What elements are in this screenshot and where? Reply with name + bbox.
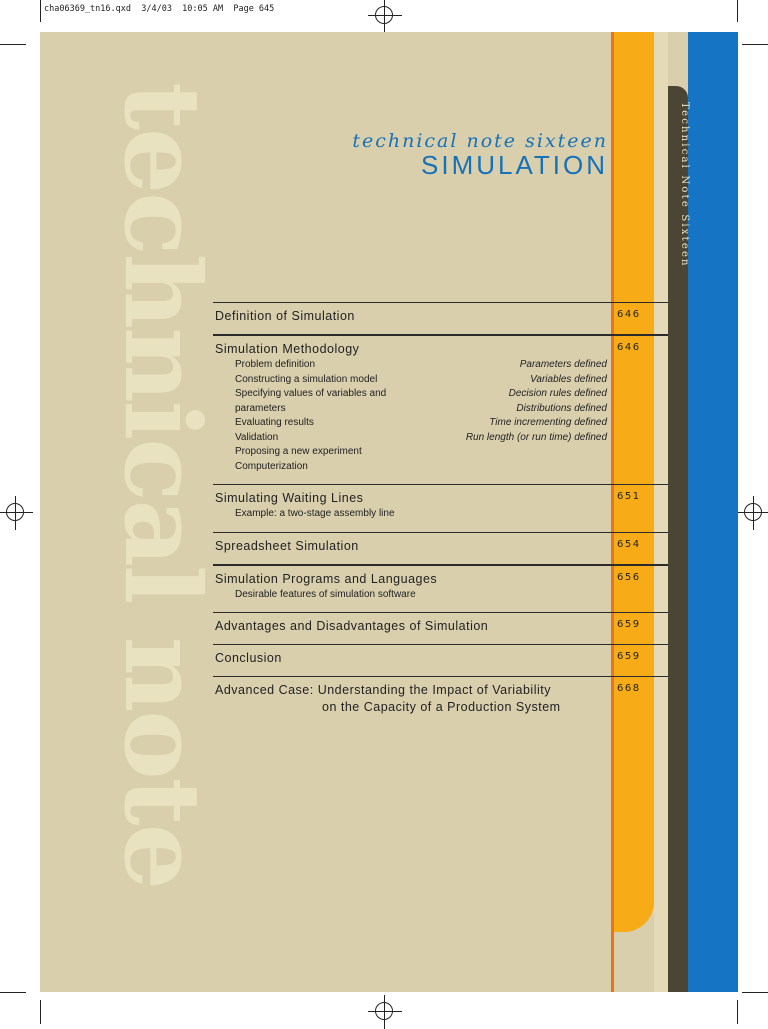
crop-mark (742, 44, 768, 45)
toc-entry-page: 646 (617, 309, 641, 320)
toc-entry[interactable] (213, 564, 668, 613)
blue-strip (688, 32, 738, 992)
toc-subitem: Example: a two-stage assembly line (235, 508, 395, 519)
toc-subitems (215, 358, 668, 474)
toc-subitem: Computerization (235, 460, 308, 472)
table-of-contents (213, 302, 668, 723)
toc-entry-page: 646 (617, 342, 641, 353)
crop-mark (40, 1000, 41, 1024)
toc-entry[interactable] (213, 532, 668, 564)
toc-entry-title: Simulating Waiting Lines (215, 491, 364, 505)
toc-subitem-italic: Run length (or run time) defined (465, 431, 607, 443)
crop-mark (0, 992, 26, 993)
chapter-kicker: technical note sixteen (352, 130, 608, 152)
toc-subitem-italic: Distributions defined (516, 402, 607, 414)
toc-subitem-italic: Decision rules defined (508, 388, 607, 399)
toc-entry-title: Simulation Programs and Languages (215, 571, 438, 586)
toc-subitem-italic: Variables defined (530, 373, 607, 385)
registration-mark (375, 1002, 393, 1020)
toc-subitem: Validation (235, 431, 279, 443)
toc-subitem: Desirable features of simulation software (235, 588, 416, 600)
toc-entry-title: Definition of Simulation (215, 309, 355, 323)
toc-entry-title: Spreadsheet Simulation (215, 538, 359, 553)
toc-entry-title: Conclusion (215, 651, 282, 665)
crop-mark (40, 0, 41, 22)
registration-mark (375, 6, 393, 24)
toc-entry-page: 668 (617, 683, 641, 694)
toc-entry-title: Advanced Case: Understanding the Impact of Variability (215, 683, 551, 697)
registration-mark (744, 503, 762, 521)
toc-subitem-italic: Time incrementing defined (489, 417, 607, 428)
page-panel (40, 32, 738, 992)
file-slug: cha06369_tn16.qxd 3/4/03 10:05 AM Page 645 (44, 4, 275, 14)
toc-subitem: Constructing a simulation model (235, 373, 378, 385)
crop-mark (0, 44, 26, 45)
toc-entry-page: 654 (617, 538, 641, 550)
toc-entry[interactable] (213, 334, 668, 484)
registration-mark (6, 503, 24, 521)
toc-entry-page: 659 (617, 651, 641, 662)
chapter-title: SIMULATION (421, 150, 608, 180)
side-title: Technical Note Sixteen (679, 102, 690, 268)
crop-mark (742, 992, 768, 993)
toc-subitem: Evaluating results (235, 417, 314, 428)
crop-mark (737, 1000, 738, 1024)
toc-subitem-italic: Parameters defined (519, 359, 607, 370)
toc-subitem: Problem definition (235, 359, 316, 370)
toc-entry-title-continued: on the Capacity of a Production System (322, 700, 561, 714)
toc-entry-title: Advantages and Disadvantages of Simulation (215, 619, 489, 633)
watermark-text: technical note (101, 82, 224, 888)
toc-entry-page: 659 (617, 619, 641, 630)
toc-entry-page: 656 (617, 571, 641, 583)
toc-subitem: Specifying values of variables and parameters (235, 388, 387, 414)
toc-entry[interactable] (213, 644, 668, 676)
crop-mark (737, 0, 738, 22)
toc-entry[interactable] (213, 484, 668, 532)
toc-subitem: Proposing a new experiment (235, 446, 362, 457)
toc-entry[interactable] (213, 612, 668, 644)
toc-entry-title: Simulation Methodology (215, 342, 360, 356)
toc-entry[interactable] (213, 302, 668, 334)
toc-entry-page: 651 (617, 491, 641, 502)
toc-entry[interactable] (213, 676, 668, 723)
